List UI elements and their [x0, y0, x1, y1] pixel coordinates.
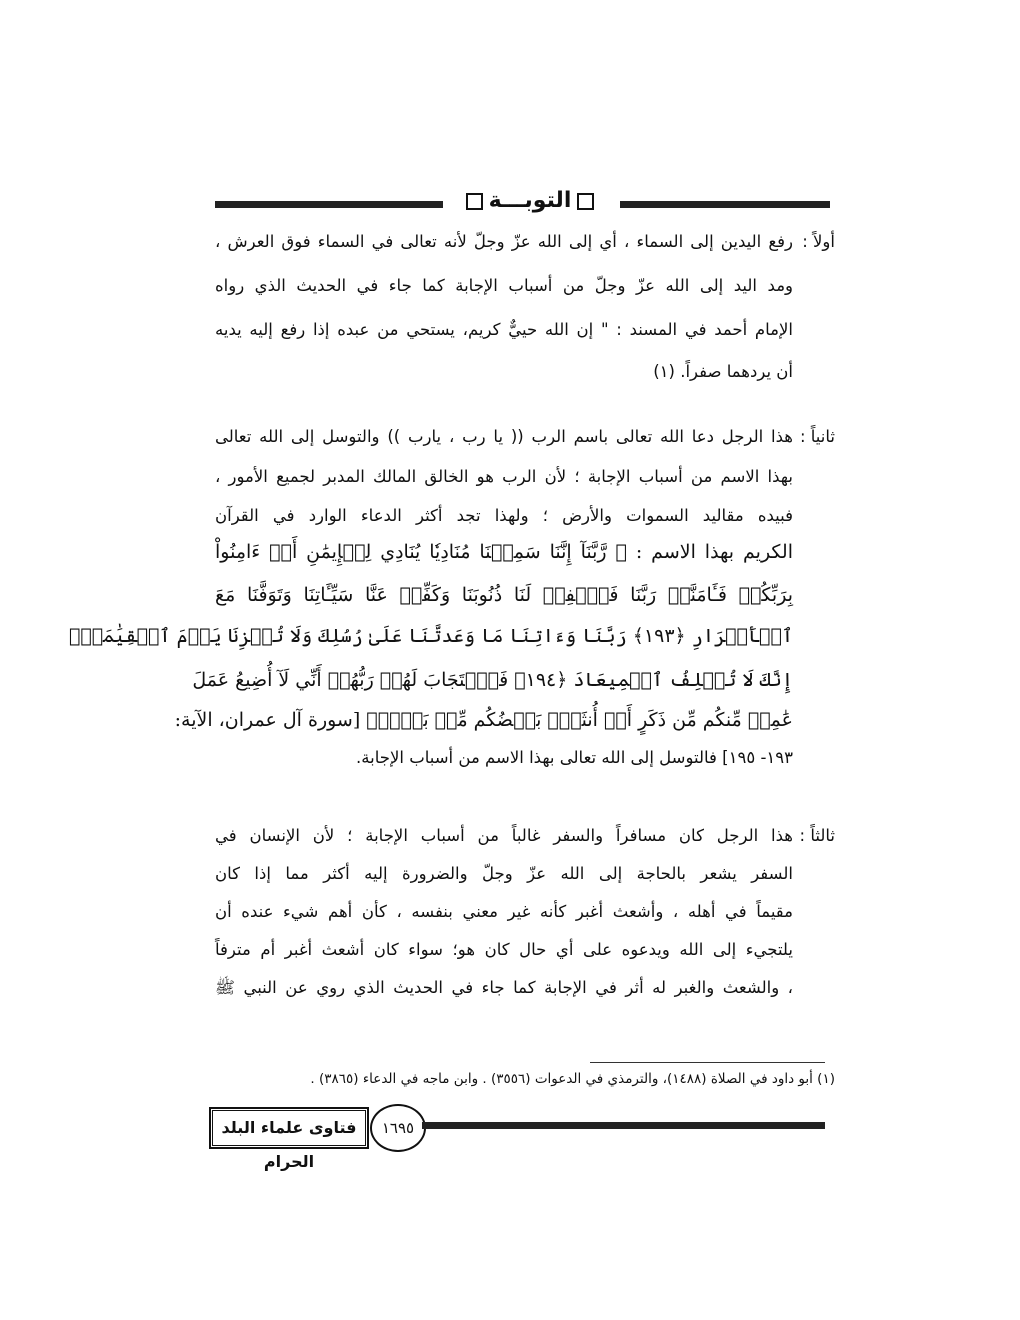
- text-line: فبيده مقاليد السموات والأرض ؛ ولهذا تجد أكثر الدعاء الوارد في القرآن: [215, 506, 793, 525]
- quran-line: بِرَبِّكُمۡ فَـَٔامَنَّاۚ رَبَّنَا فَٱغۡفِرۡ لَنَا ذُنُوبَنَا وَكَفِّرۡ عَنَّا سَيِّـَٔاتِنَا وَتَوَفَّنَا مَعَ: [215, 584, 793, 606]
- footnote: (١) أبو داود في الصلاة (١٤٨٨)، والترمذي في الدعوات (٣٥٥٦) . وابن ماجه في الدعاء (٣٨٦٥) .: [310, 1071, 835, 1087]
- page-number: ١٦٩٥: [370, 1104, 426, 1152]
- text-line: رفع اليدين إلى السماء ، أي إلى الله عزّ وجلّ لأنه تعالى في السماء فوق العرش ،: [215, 232, 793, 251]
- quran-line: عَٰمِلٖ مِّنكُم مِّن ذَكَرٍ أَوۡ أُنثَىٰۖ بَعۡضُكُم مِّنۢ بَعۡضٖ﴾ [سورة آل عمران، الآية:: [174, 709, 793, 731]
- footnote-divider: [590, 1062, 825, 1063]
- footer-rule: [422, 1122, 825, 1129]
- section-label: ثانياً :: [799, 427, 835, 446]
- text-line: مقيماً في أهله ، وأشعث أغبر كأنه غير معني بنفسه ، كأن أهم شيء عنده أن: [215, 902, 793, 921]
- text-line: أن يردهما صفراً. (١): [653, 362, 793, 381]
- text-line: الإمام أحمد في المسند : " إن الله حييٌّ كريم، يستحي من عبده إذا رفع إليه يديه: [215, 320, 793, 339]
- text-line: هذا الرجل دعا الله تعالى باسم الرب (( يا رب ، يارب )) والتوسل إلى الله تعالى: [215, 427, 793, 446]
- text-line: السفر يشعر بالحاجة إلى الله عزّ وجلّ والضرورة إليه أكثر مما إذا كان: [215, 864, 793, 883]
- text-line: بهذا الاسم من أسباب الإجابة ؛ لأن الرب هو الخالق المالك المدبر لجميع الأمور ،: [215, 467, 793, 486]
- square-ornament-icon: [466, 193, 483, 210]
- header-rule-left: [215, 201, 443, 208]
- chapter-title: التوبـــة: [488, 188, 572, 213]
- section-label: أولاً :: [802, 232, 835, 251]
- text-line: ومد اليد إلى الله عزّ وجلّ من أسباب الإجابة كما جاء في الحديث الذي رواه: [215, 276, 793, 295]
- section-label: ثالثاً :: [799, 826, 835, 845]
- book-title-box: فتاوى علماء البلد الحرام: [210, 1108, 368, 1148]
- text-line: ، والشعث والغبر له أثر في الإجابة كما جاء في الحديث الذي روي عن النبي ﷺ: [215, 978, 793, 997]
- quran-line: ٱلۡأَبۡرَارِ ﴿١٩٣﴾ رَبَّنَا وَءَاتِنَا مَا وَعَدتَّنَا عَلَىٰ رُسُلِكَ وَلَا تُخۡزِنَا يَوۡمَ ٱلۡقِيَٰمَةِۖ: [68, 625, 793, 647]
- square-ornament-icon: [577, 193, 594, 210]
- header-rule-right: [620, 201, 830, 208]
- chapter-header: [450, 188, 610, 213]
- text-line: ١٩٣- ١٩٥] فالتوسل إلى الله تعالى بهذا الاسم من أسباب الإجابة.: [356, 748, 793, 767]
- text-line: يلتجيء إلى الله ويدعوه على أي حال كان هو؛ سواء كان أشعث أغبر أم مترفاً: [215, 940, 793, 959]
- quran-line: الكريم بهذا الاسم : ﴿ رَّبَّنَآ إِنَّنَا سَمِعۡنَا مُنَادِيٗا يُنَادِي لِلۡإِيمَٰنِ أَنۡ ءَامِنُواْ: [215, 541, 793, 563]
- text-line: هذا الرجل كان مسافراً والسفر غالباً من أسباب الإجابة ؛ لأن الإنسان في: [215, 826, 793, 845]
- quran-line: إِنَّكَ لَا تُخۡلِفُ ٱلۡمِيعَادَ ﴿١٩٤﴾ فَٱسۡتَجَابَ لَهُمۡ رَبُّهُمۡ أَنِّي لَآ أُضِيعُ عَمَلَ: [192, 669, 793, 691]
